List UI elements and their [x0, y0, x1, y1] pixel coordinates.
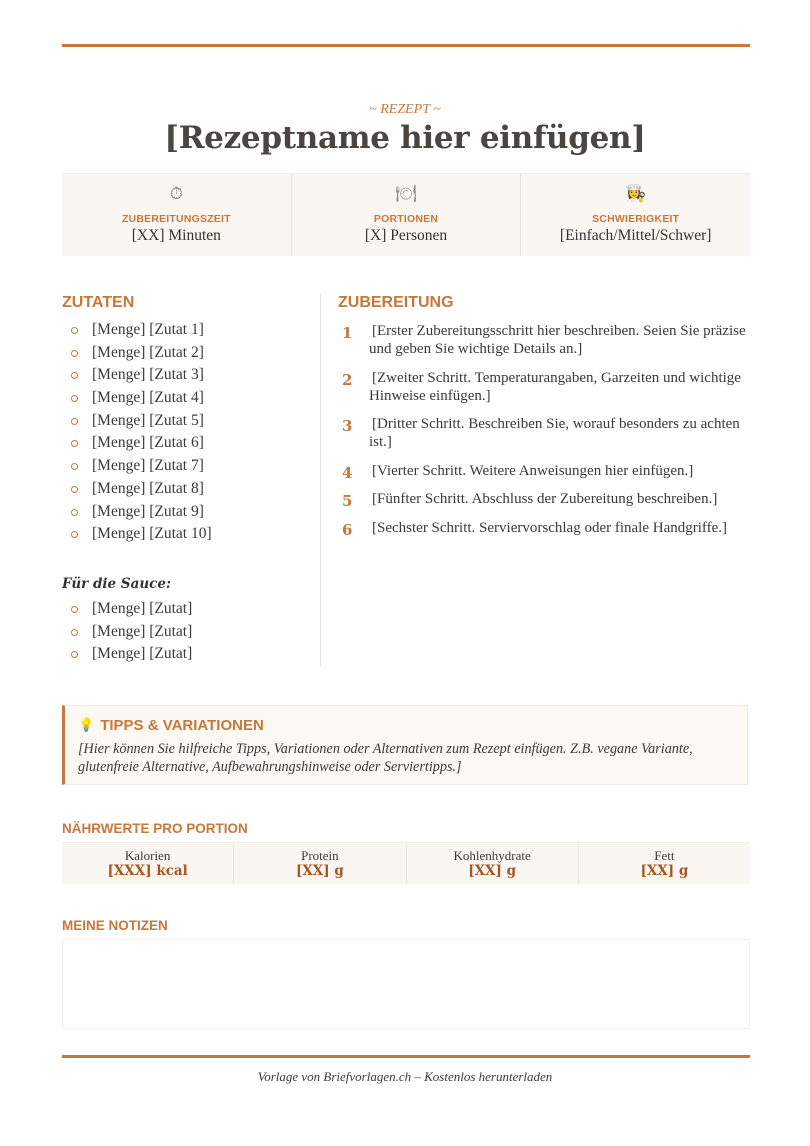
step-text: [Erster Zubereitungsschritt hier beschreiben. Seien Sie präzise und geben Sie wichtige Details an.] — [369, 323, 746, 357]
step-number: 6 — [342, 520, 353, 539]
ingredient-text: [Menge] [Zutat 9] — [92, 502, 204, 520]
ingredients-heading: ZUTATEN — [62, 294, 135, 311]
list-item — [62, 621, 192, 644]
step-text: [Sechster Schritt. Serviervorschlag oder finale Handgriffe.] — [372, 519, 728, 536]
circle-bullet-icon — [71, 531, 78, 538]
circle-bullet-icon — [71, 350, 78, 357]
ingredient-text: [Menge] [Zutat 10] — [92, 525, 212, 543]
ingredients-list — [62, 319, 212, 546]
list-item — [62, 598, 192, 621]
nutrition-label: Fett — [654, 848, 675, 863]
nutrition-label: Kalorien — [124, 848, 171, 863]
info-value: [XX] Minuten — [131, 227, 221, 244]
tips-heading: TIPPS & VARIATIONEN — [100, 717, 264, 734]
circle-bullet-icon — [71, 486, 78, 493]
circle-bullet-icon — [71, 395, 78, 402]
step-item — [340, 490, 750, 508]
list-item — [62, 643, 192, 666]
chef-icon: 👩‍🍳 — [625, 184, 647, 204]
nutrition-label: Protein — [301, 848, 339, 863]
ingredient-text: [Menge] [Zutat 4] — [92, 389, 204, 407]
nutrition-cell-carbs — [406, 843, 578, 884]
ingredient-text: [Menge] [Zutat] — [92, 645, 193, 663]
list-item — [62, 319, 212, 342]
tips-body: [Hier können Sie hilfreiche Tipps, Variationen oder Alternativen zum Rezept einfügen. Z.B. vegane Variante, glutenfreie Alternative, Aufbewahrungshinweise oder Serviertipps.] — [78, 741, 693, 775]
ingredient-text: [Menge] [Zutat 6] — [92, 434, 204, 452]
circle-bullet-icon — [71, 418, 78, 425]
info-servings — [291, 174, 521, 256]
step-text: [Vierter Schritt. Weitere Anweisungen hier einfügen.] — [372, 462, 694, 479]
list-item — [62, 523, 212, 546]
recipe-title: [Rezeptname hier einfügen] — [164, 120, 646, 156]
step-item — [340, 462, 750, 480]
stopwatch-icon: ⏱ — [169, 184, 183, 204]
info-value: [X] Personen — [364, 227, 448, 244]
notes-heading: MEINE NOTIZEN — [62, 918, 168, 933]
nutrition-value: [XX] g — [468, 863, 517, 879]
list-item — [62, 387, 212, 410]
list-item — [62, 364, 212, 387]
step-text: [Zweiter Schritt. Temperaturangaben, Garzeiten und wichtige Hinweise einfügen.] — [369, 369, 741, 404]
info-difficulty — [520, 174, 750, 256]
top-divider — [62, 44, 750, 47]
step-number: 2 — [342, 370, 353, 389]
list-item — [62, 501, 212, 524]
step-number: 1 — [342, 324, 353, 342]
nutrition-value: [XX] g — [640, 863, 689, 879]
nutrition-cell-protein — [233, 843, 405, 884]
step-number: 4 — [342, 463, 353, 482]
info-value: [Einfach/Mittel/Schwer] — [559, 227, 712, 244]
circle-bullet-icon — [71, 509, 78, 516]
ingredient-text: [Menge] [Zutat 8] — [92, 479, 204, 497]
plate-cutlery-icon: 🍽 — [395, 184, 417, 204]
ingredient-text: [Menge] [Zutat 3] — [92, 366, 204, 384]
circle-bullet-icon — [71, 651, 78, 658]
info-label: SCHWIERIGKEIT — [592, 213, 680, 225]
sauce-ingredients-list — [62, 598, 192, 666]
ingredient-text: [Menge] [Zutat 7] — [92, 457, 204, 475]
step-text: [Fünfter Schritt. Abschluss der Zubereitung beschreiben.] — [372, 491, 718, 507]
list-item — [62, 455, 212, 478]
info-label: PORTIONEN — [373, 213, 439, 225]
nutrition-value: [XX] g — [295, 863, 344, 879]
list-item — [62, 478, 212, 501]
sauce-subheading: Für die Sauce: — [62, 576, 171, 592]
nutrition-label: Kohlenhydrate — [453, 848, 531, 863]
nutrition-heading: NÄHRWERTE PRO PORTION — [62, 821, 248, 836]
step-item — [340, 519, 750, 537]
step-text: [Dritter Schritt. Beschreiben Sie, worauf besonders zu achten ist.] — [369, 416, 740, 450]
nutrition-cell-calories — [62, 843, 233, 884]
step-item — [340, 322, 750, 358]
info-label: ZUBEREITUNGSZEIT — [121, 213, 231, 225]
ingredient-text: [Menge] [Zutat 1] — [92, 321, 204, 338]
nutrition-value: [XXX] kcal — [107, 863, 188, 879]
preparation-heading: ZUBEREITUNG — [338, 294, 454, 311]
ingredient-text: [Menge] [Zutat 5] — [92, 411, 204, 429]
preparation-steps — [340, 322, 750, 547]
circle-bullet-icon — [71, 606, 78, 613]
tips-box — [62, 705, 748, 785]
step-number: 3 — [342, 417, 353, 435]
bottom-divider — [62, 1055, 750, 1058]
recipe-info-bar — [62, 173, 750, 256]
step-number: 5 — [342, 492, 353, 510]
list-item — [62, 410, 212, 433]
circle-bullet-icon — [71, 440, 78, 447]
nutrition-cell-fat — [578, 843, 750, 884]
footer-credit: Vorlage von Briefvorlagen.ch – Kostenlos herunterladen — [257, 1069, 553, 1084]
lightbulb-icon: 💡 — [78, 718, 95, 733]
list-item — [62, 432, 212, 455]
circle-bullet-icon — [71, 372, 78, 379]
tips-header — [78, 717, 264, 734]
circle-bullet-icon — [71, 327, 78, 334]
recipe-kicker: ~ REZEPT ~ — [369, 102, 441, 117]
step-item — [340, 369, 750, 405]
info-prep-time — [62, 174, 291, 256]
column-divider — [320, 293, 321, 667]
nutrition-table — [62, 842, 750, 884]
circle-bullet-icon — [71, 463, 78, 470]
circle-bullet-icon — [71, 629, 78, 636]
ingredient-text: [Menge] [Zutat 2] — [92, 343, 204, 361]
ingredient-text: [Menge] [Zutat] — [92, 600, 193, 617]
list-item — [62, 342, 212, 365]
notes-area[interactable] — [62, 939, 750, 1029]
step-item — [340, 415, 750, 451]
ingredient-text: [Menge] [Zutat] — [92, 622, 193, 640]
